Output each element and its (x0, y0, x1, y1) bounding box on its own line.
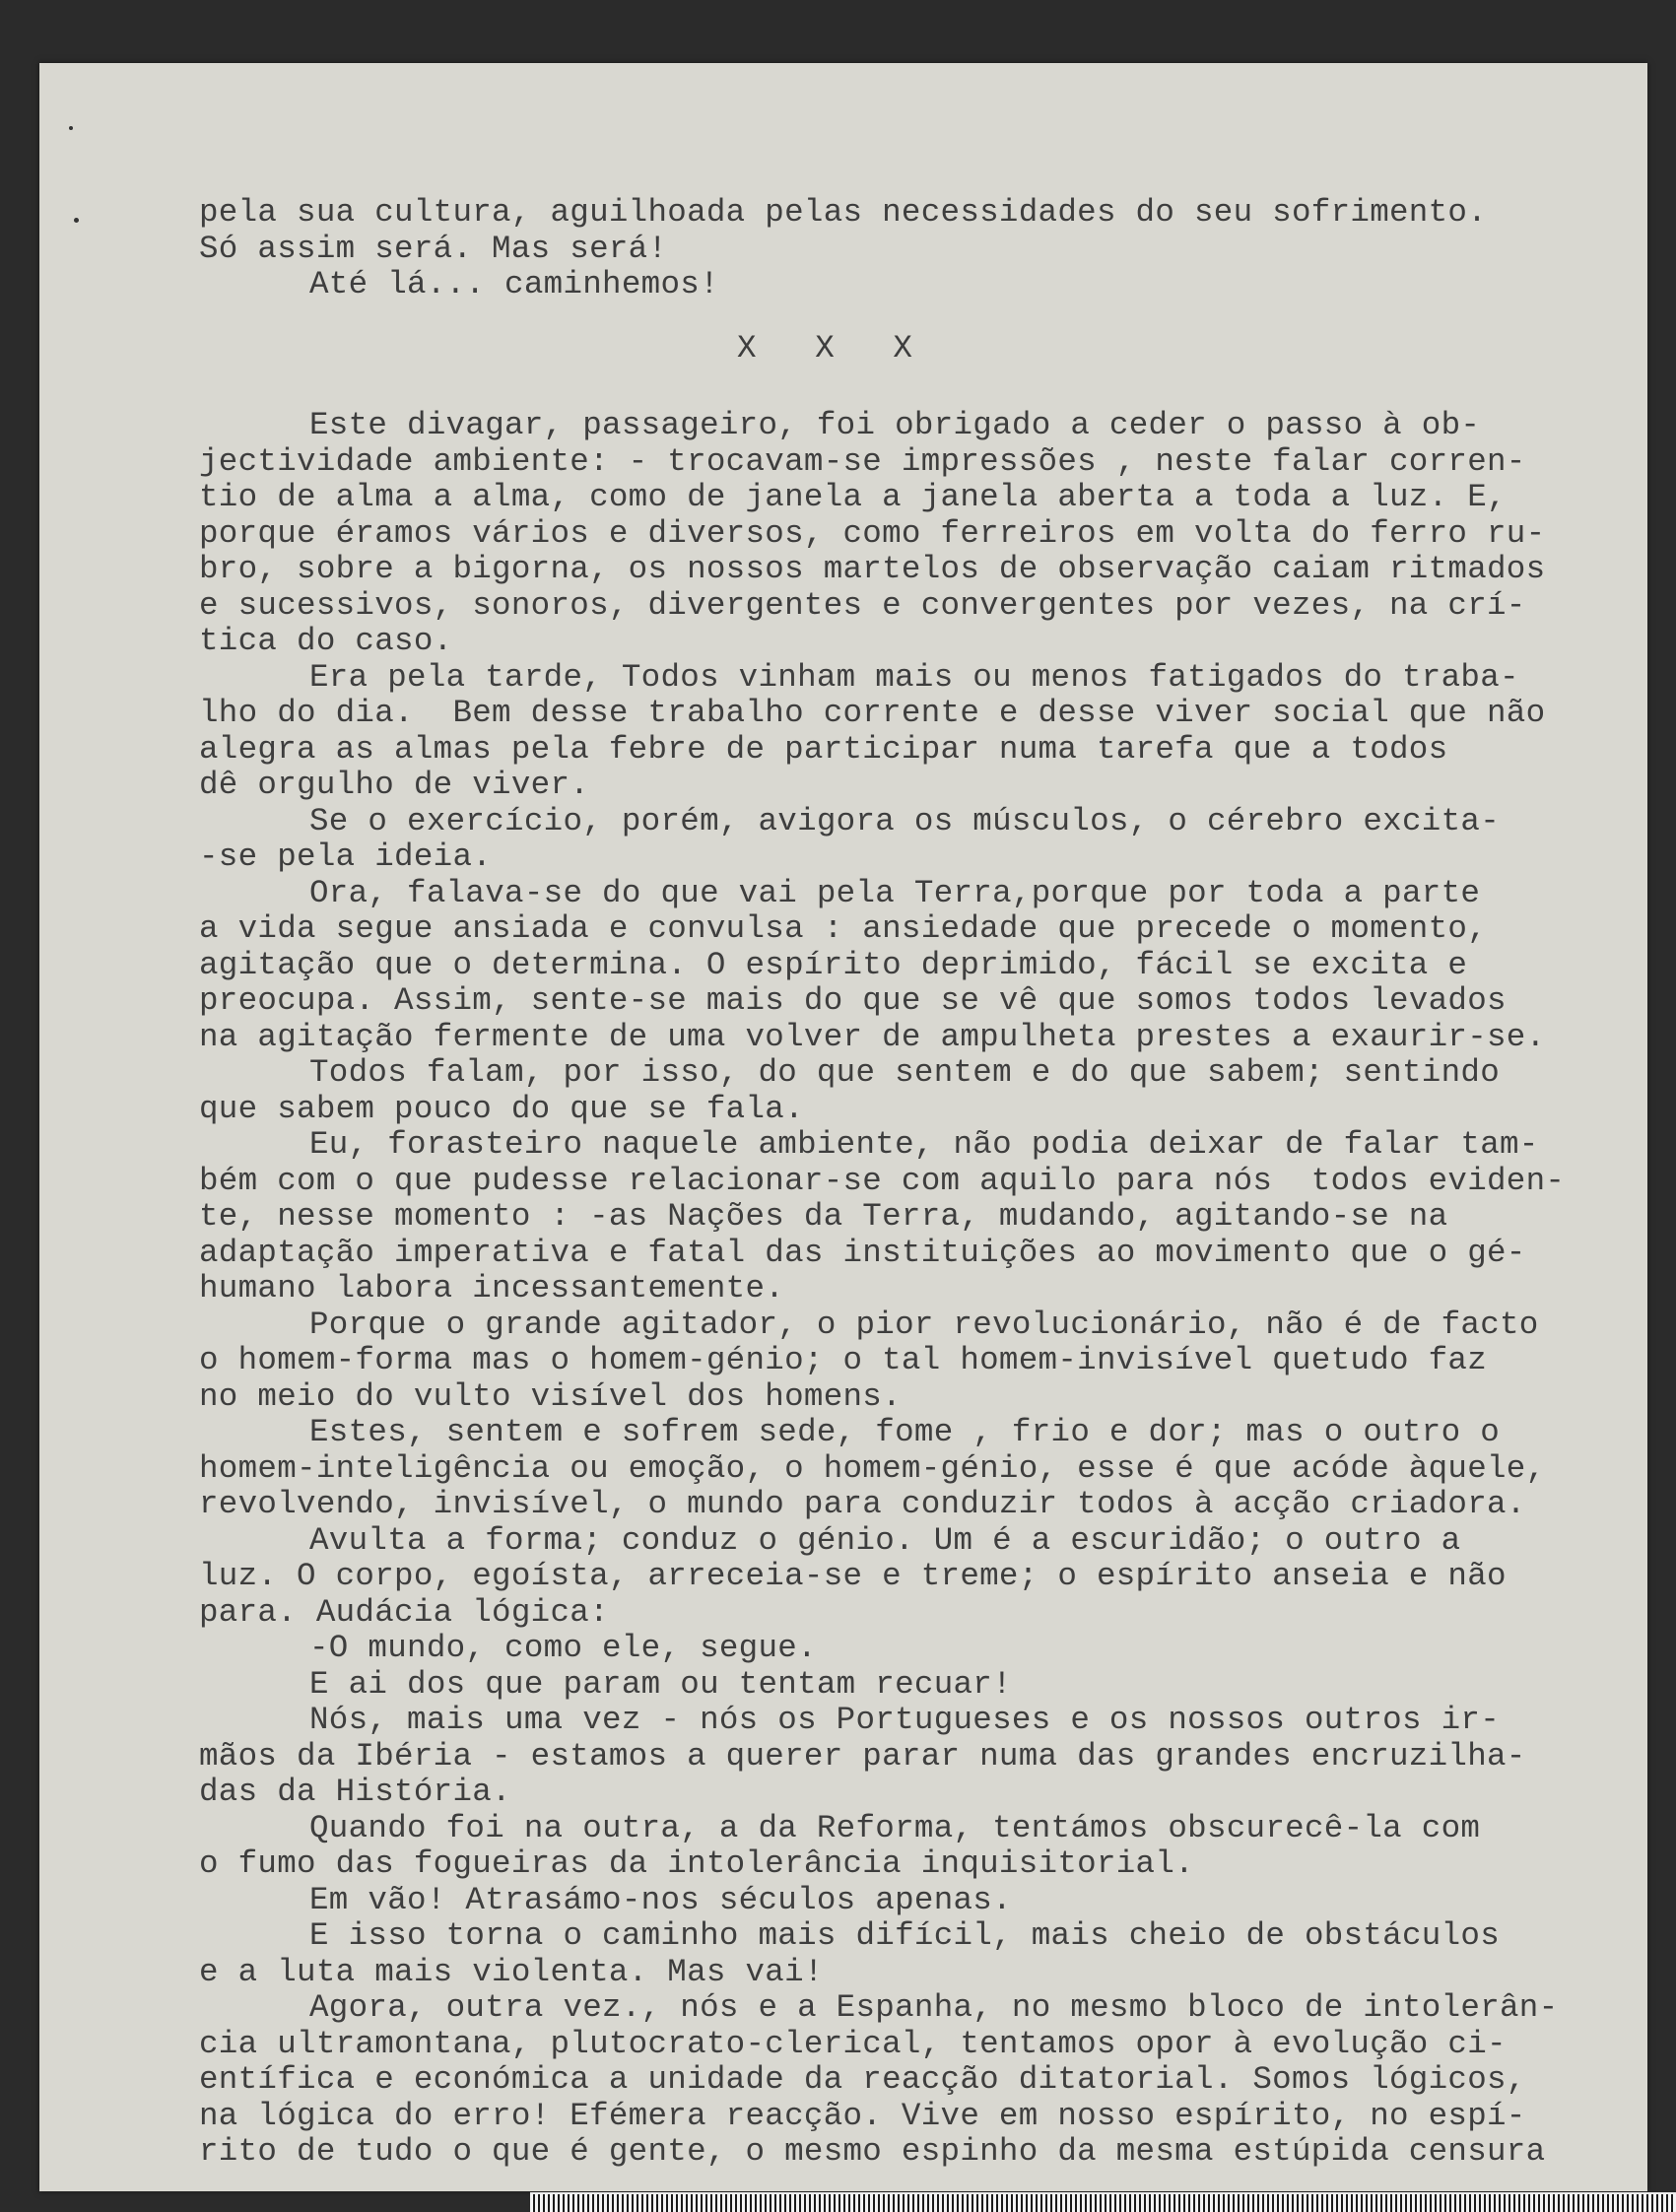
text-line: Só assim será. Mas será! (199, 230, 668, 267)
text-line: homem-inteligência ou emoção, o homem-génio, esse é que acóde àquele, (199, 1449, 1546, 1487)
text-line: Avulta a forma; conduz o génio. Um é a escuridão; o outro a (309, 1521, 1461, 1559)
text-line: tio de alma a alma, como de janela a janela aberta a toda a luz. E, (199, 479, 1507, 515)
text-line: agitação que o determina. O espírito deprimido, fácil se excita e (199, 946, 1468, 983)
text-line: Agora, outra vez., nós e a Espanha, no mesmo bloco de intolerân- (309, 1989, 1559, 2026)
text-line: rito de tudo o que é gente, o mesmo espinho da mesma estúpida censura (199, 2133, 1546, 2170)
text-line: dê orgulho de viver. (199, 767, 590, 803)
text-line: -O mundo, como ele, segue. (309, 1630, 817, 1666)
text-line: bro, sobre a bigorna, os nossos martelos de observação caiam ritmados (199, 551, 1546, 587)
text-block-top (199, 195, 1578, 303)
margin-mark (69, 126, 73, 130)
text-line: para. Audácia lógica: (199, 1593, 609, 1631)
text-block-main (199, 408, 1578, 2171)
text-line: o fumo das fogueiras da intolerância inquisitorial. (199, 1845, 1194, 1882)
text-line: mãos da Ibéria - estamos a querer parar numa das grandes encruzilha- (199, 1737, 1526, 1775)
text-line: Este divagar, passageiro, foi obrigado a ceder o passo à ob- (309, 407, 1481, 443)
text-line: no meio do vulto visível dos homens. (199, 1377, 902, 1415)
text-line: o homem-forma mas o homem-génio; o tal homem-invisível quetudo faz (199, 1342, 1488, 1378)
text-line: revolvendo, invisível, o mundo para conduzir todos à acção criadora. (199, 1486, 1526, 1522)
text-line: Se o exercício, porém, avigora os músculos, o cérebro excita- (309, 802, 1500, 839)
text-line: entífica e económica a unidade da reacção ditatorial. Somos lógicos, (199, 2061, 1526, 2098)
text-line: das da História. (199, 1774, 511, 1810)
text-line: Era pela tarde, Todos vinham mais ou menos fatigados do traba- (309, 658, 1519, 696)
text-line: jectividade ambiente: - trocavam-se impressões , neste falar corren- (199, 442, 1526, 480)
document-body (199, 195, 1578, 2171)
scale-ruler (530, 2192, 1676, 2212)
text-line: Quando foi na outra, a da Reforma, tentámos obscurecê-la com (309, 1809, 1481, 1846)
text-line: Todos falam, por isso, do que sentem e do que sabem; sentindo (309, 1054, 1500, 1091)
text-line: E isso torna o caminho mais difícil, mais cheio de obstáculos (309, 1917, 1500, 1954)
text-line: preocupa. Assim, sente-se mais do que se vê que somos todos levados (199, 982, 1507, 1019)
text-line: Ora, falava-se do que vai pela Terra,porque por toda a parte (309, 874, 1481, 911)
text-line: e sucessivos, sonoros, divergentes e convergentes por vezes, na crí- (199, 586, 1526, 624)
text-line: lho do dia. Bem desse trabalho corrente e desse viver social que não (199, 695, 1546, 731)
text-line: na agitação fermente de uma volver de ampulheta prestes a exaurir-se. (199, 1018, 1546, 1055)
text-line: bém com o que pudesse relacionar-se com aquilo para nós todos eviden- (199, 1162, 1566, 1199)
text-line: humano labora incessantemente. (199, 1270, 785, 1307)
text-line: cia ultramontana, plutocrato-clerical, tentamos opor à evolução ci- (199, 2025, 1507, 2062)
text-line: Nós, mais uma vez - nós os Portugueses e os nossos outros ir- (309, 1702, 1500, 1738)
text-line: na lógica do erro! Efémera reacção. Vive em nosso espírito, no espí- (199, 2097, 1526, 2134)
text-line: Porque o grande agitador, o pior revolucionário, não é de facto (309, 1306, 1539, 1343)
text-line: Até lá... caminhemos! (309, 266, 719, 302)
text-line: luz. O corpo, egoísta, arreceia-se e treme; o espírito anseia e não (199, 1558, 1507, 1594)
text-line: te, nesse momento : -as Nações da Terra, mudando, agitando-se na (199, 1198, 1448, 1235)
text-line: adaptação imperativa e fatal das instituições ao movimento que o gé- (199, 1234, 1526, 1271)
text-line: tica do caso. (199, 623, 453, 659)
margin-mark (74, 218, 79, 223)
text-line: E ai dos que param ou tentam recuar! (309, 1665, 1012, 1703)
text-line: porque éramos vários e diversos, como ferreiros em volta do ferro ru- (199, 514, 1546, 552)
text-line: Estes, sentem e sofrem sede, fome , frio e dor; mas o outro o (309, 1414, 1500, 1450)
text-line: pela sua cultura, aguilhoada pelas necessidades do seu sofrimento. (199, 194, 1488, 231)
text-line: alegra as almas pela febre de participar numa tarefa que a todos (199, 730, 1448, 768)
text-line: que sabem pouco do que se fala. (199, 1090, 804, 1127)
text-line: a vida segue ansiada e convulsa : ansiedade que precede o momento, (199, 910, 1488, 947)
text-line: Em vão! Atrasámo-nos séculos apenas. (309, 1881, 1012, 1918)
text-line: Eu, forasteiro naquele ambiente, não podia deixar de falar tam- (309, 1126, 1539, 1163)
text-line: -se pela ideia. (199, 838, 493, 875)
text-line: e a luta mais violenta. Mas vai! (199, 1953, 824, 1990)
section-separator: X X X (737, 329, 913, 367)
